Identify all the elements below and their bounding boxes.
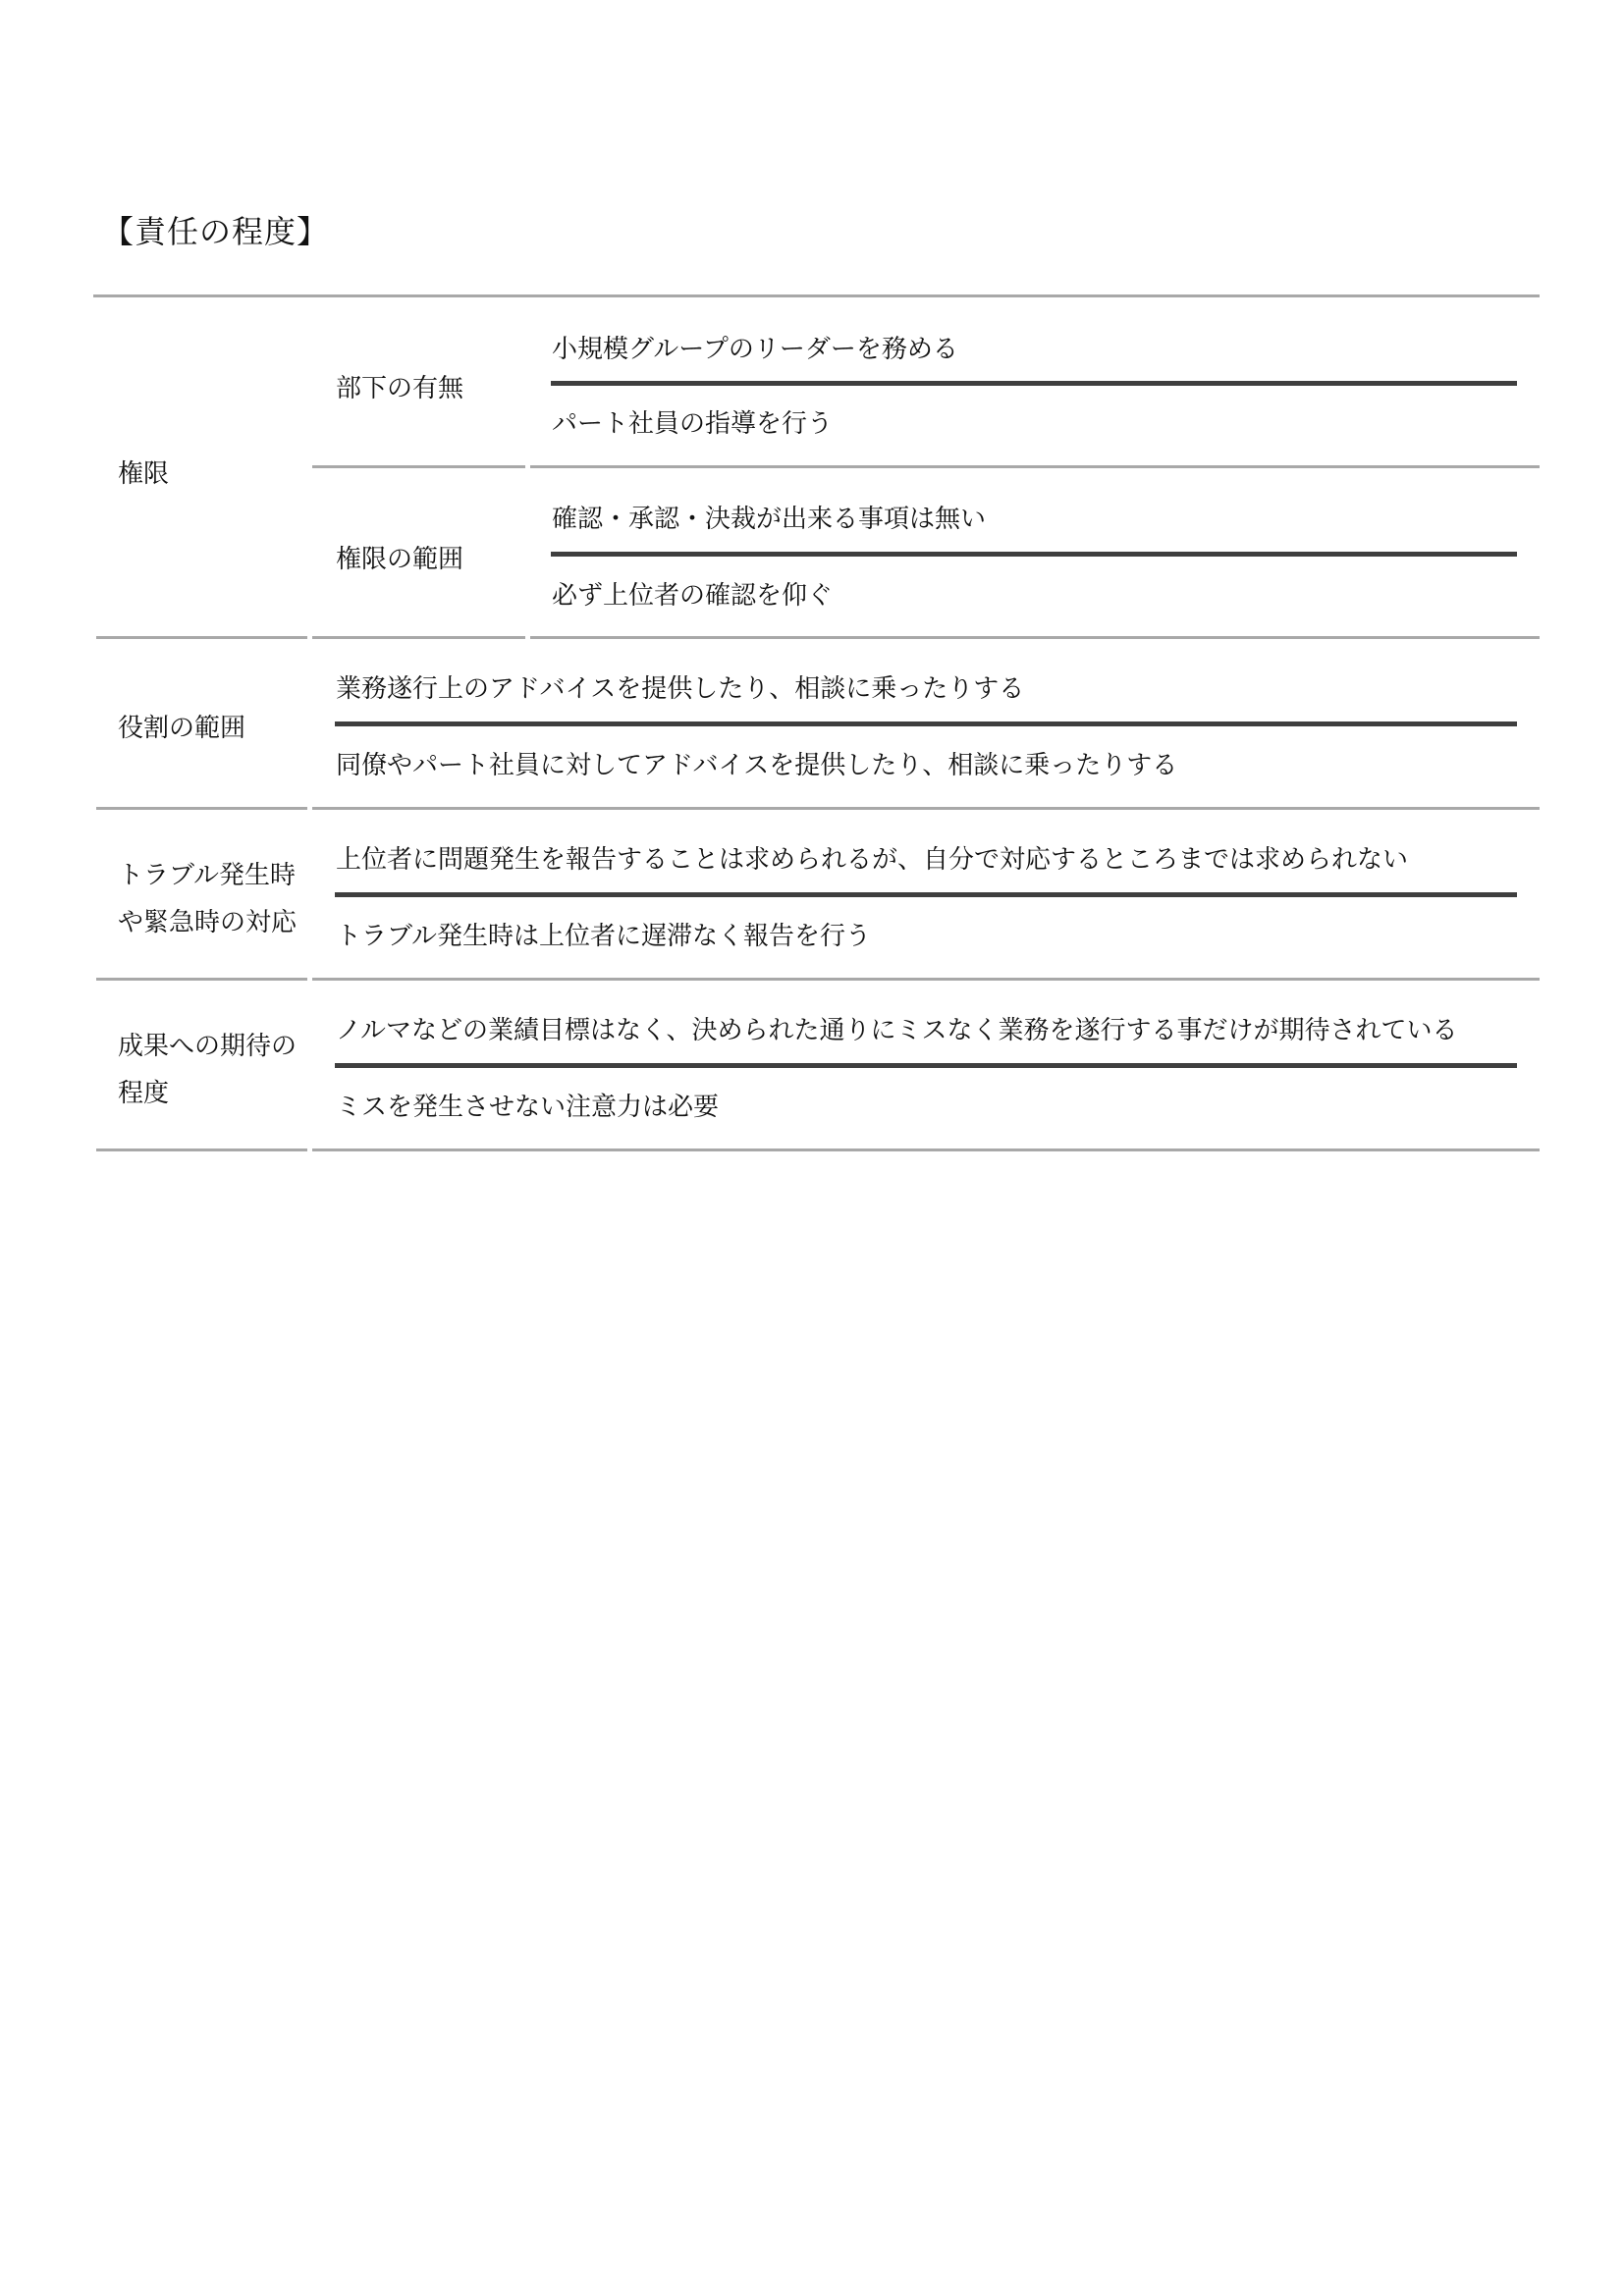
table-bottom-border <box>96 1148 1540 1151</box>
label-line: や緊急時の対応 <box>118 908 298 937</box>
item-divider <box>335 721 1517 726</box>
list-item: 必ず上位者の確認を仰ぐ <box>552 581 834 611</box>
table-top-border <box>93 294 1540 297</box>
list-item: 確認・承認・決裁が出来る事項は無い <box>552 505 987 534</box>
list-item: 上位者に問題発生を報告することは求められるが、自分で対応するところまでは求められない <box>336 845 1409 875</box>
list-item: パート社員の指導を行う <box>552 409 834 439</box>
label-line: 程度 <box>118 1079 170 1108</box>
section-label-trouble-response <box>118 852 297 946</box>
column-gap <box>525 459 530 473</box>
section-label-authority: 権限 <box>118 459 170 489</box>
section-divider <box>96 636 1540 639</box>
page-title: 【責任の程度】 <box>102 213 330 250</box>
subsection-divider <box>312 465 558 468</box>
column-gap <box>307 628 312 1158</box>
section-label-role-scope: 役割の範囲 <box>118 714 246 743</box>
section-label-performance-expectation <box>118 1023 297 1117</box>
item-divider <box>335 892 1517 897</box>
list-item: 小規模グループのリーダーを務める <box>552 335 958 364</box>
item-divider <box>551 552 1517 557</box>
column-gap <box>307 459 312 473</box>
list-item: 同僚やパート社員に対してアドバイスを提供したり、相談に乗ったりする <box>336 751 1178 780</box>
list-item: 業務遂行上のアドバイスを提供したり、相談に乗ったりする <box>336 674 1025 704</box>
subsection-divider <box>530 465 1540 468</box>
section-divider <box>96 807 1540 810</box>
list-item: ミスを発生させない注意力は必要 <box>336 1093 720 1122</box>
column-gap <box>525 628 530 642</box>
section-divider <box>96 978 1540 981</box>
list-item: ノルマなどの業績目標はなく、決められた通りにミスなく業務を遂行する事だけが期待されている <box>336 1016 1458 1045</box>
list-item: トラブル発生時は上位者に遅滞なく報告を行う <box>336 922 871 951</box>
item-divider <box>335 1063 1517 1068</box>
label-line: トラブル発生時 <box>118 861 296 890</box>
subsection-label-subordinates: 部下の有無 <box>336 374 464 403</box>
item-divider <box>551 381 1517 386</box>
label-line: 成果への期待の <box>118 1032 298 1061</box>
subsection-label-authority-scope: 権限の範囲 <box>336 545 464 574</box>
